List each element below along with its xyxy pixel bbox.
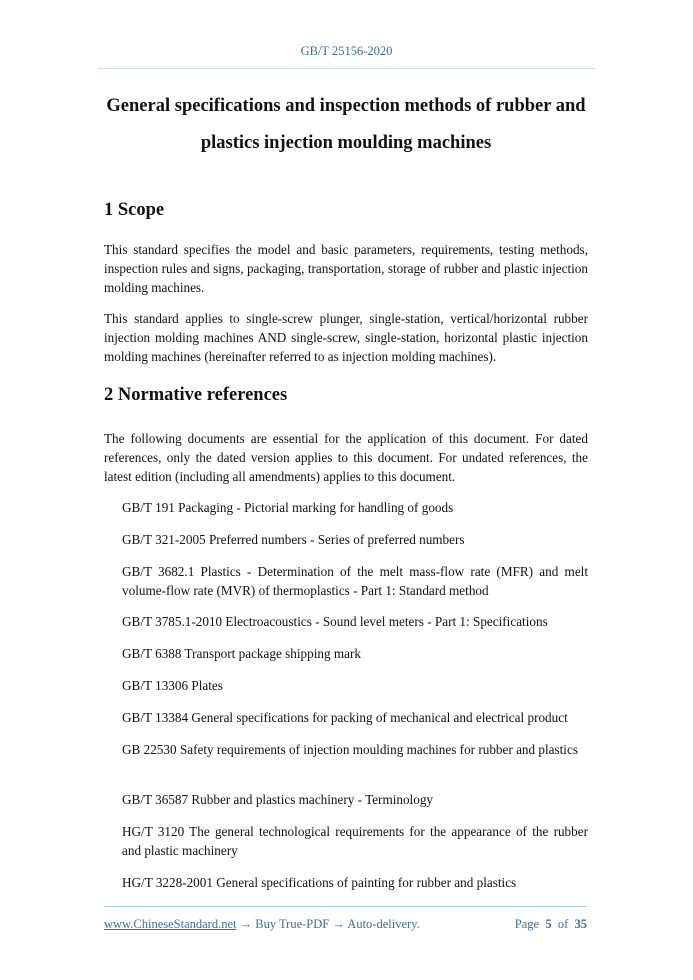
scope-paragraph: This standard specifies the model and basic parameters, requirements, testing methods, inspection rules and signs, packaging, transportation, storage of rubber and plastic injection molding machines.	[104, 242, 588, 295]
reference-item: GB/T 191 Packaging - Pictorial marking for handling of goods	[122, 500, 454, 515]
reference-item: GB/T 13306 Plates	[122, 678, 223, 693]
reference-item: GB 22530 Safety requirements of injection moulding machines for rubber and plastics	[122, 742, 578, 757]
page-label: Page	[514, 917, 540, 931]
reference-item: GB/T 321-2005 Preferred numbers - Series of preferred numbers	[122, 532, 465, 547]
reference-item: GB/T 36587 Rubber and plastics machinery - Terminology	[122, 792, 434, 807]
section-heading-scope: 1 Scope	[104, 200, 165, 220]
section-heading-normative-references: 2 Normative references	[104, 385, 288, 405]
references-intro: The following documents are essential for the application of this document. For dated references, only the dated version applies to this document. For undated references, the latest edition (including all amendments) applies to this document.	[104, 431, 588, 484]
page-total: 35	[574, 917, 587, 931]
header-doc-number: GB/T 25156-2020	[300, 44, 393, 58]
title-line-1: General specifications and inspection methods of rubber and	[106, 96, 586, 116]
reference-item: GB/T 13384 General specifications for packing of mechanical and electrical product	[122, 710, 568, 725]
page-indicator	[515, 917, 587, 932]
scope-paragraph: This standard applies to single-screw plunger, single-station, vertical/horizontal rubber injection molding machines AND single-screw, single-station, horizontal plastic injection molding machines (hereinafter referred to as injection molding machines).	[104, 311, 588, 364]
website-link[interactable]: www.ChineseStandard.net	[104, 917, 237, 931]
footer-divider	[104, 906, 587, 907]
header-divider	[98, 68, 595, 69]
footer-promo	[104, 917, 420, 932]
title-line-2: plastics injection moulding machines	[200, 133, 492, 153]
of-label: of	[557, 917, 569, 931]
reference-item: HG/T 3228-2001 General specifications of painting for rubber and plastics	[122, 875, 517, 890]
reference-item: GB/T 3785.1-2010 Electroacoustics - Sound level meters - Part 1: Specifications	[122, 614, 548, 629]
footer	[104, 917, 587, 932]
reference-item: GB/T 6388 Transport package shipping mark	[122, 646, 361, 661]
reference-item: GB/T 3682.1 Plastics - Determination of the melt mass-flow rate (MFR) and melt volume-flow rate (MVR) of thermoplastics - Part 1: Standard method	[122, 564, 588, 598]
document-title	[100, 88, 592, 162]
reference-item: HG/T 3120 The general technological requirements for the appearance of the rubber and plastic machinery	[122, 824, 588, 858]
page-number: 5	[545, 917, 552, 931]
footer-promo-text: → Buy True-PDF → Auto-delivery.	[236, 917, 420, 931]
